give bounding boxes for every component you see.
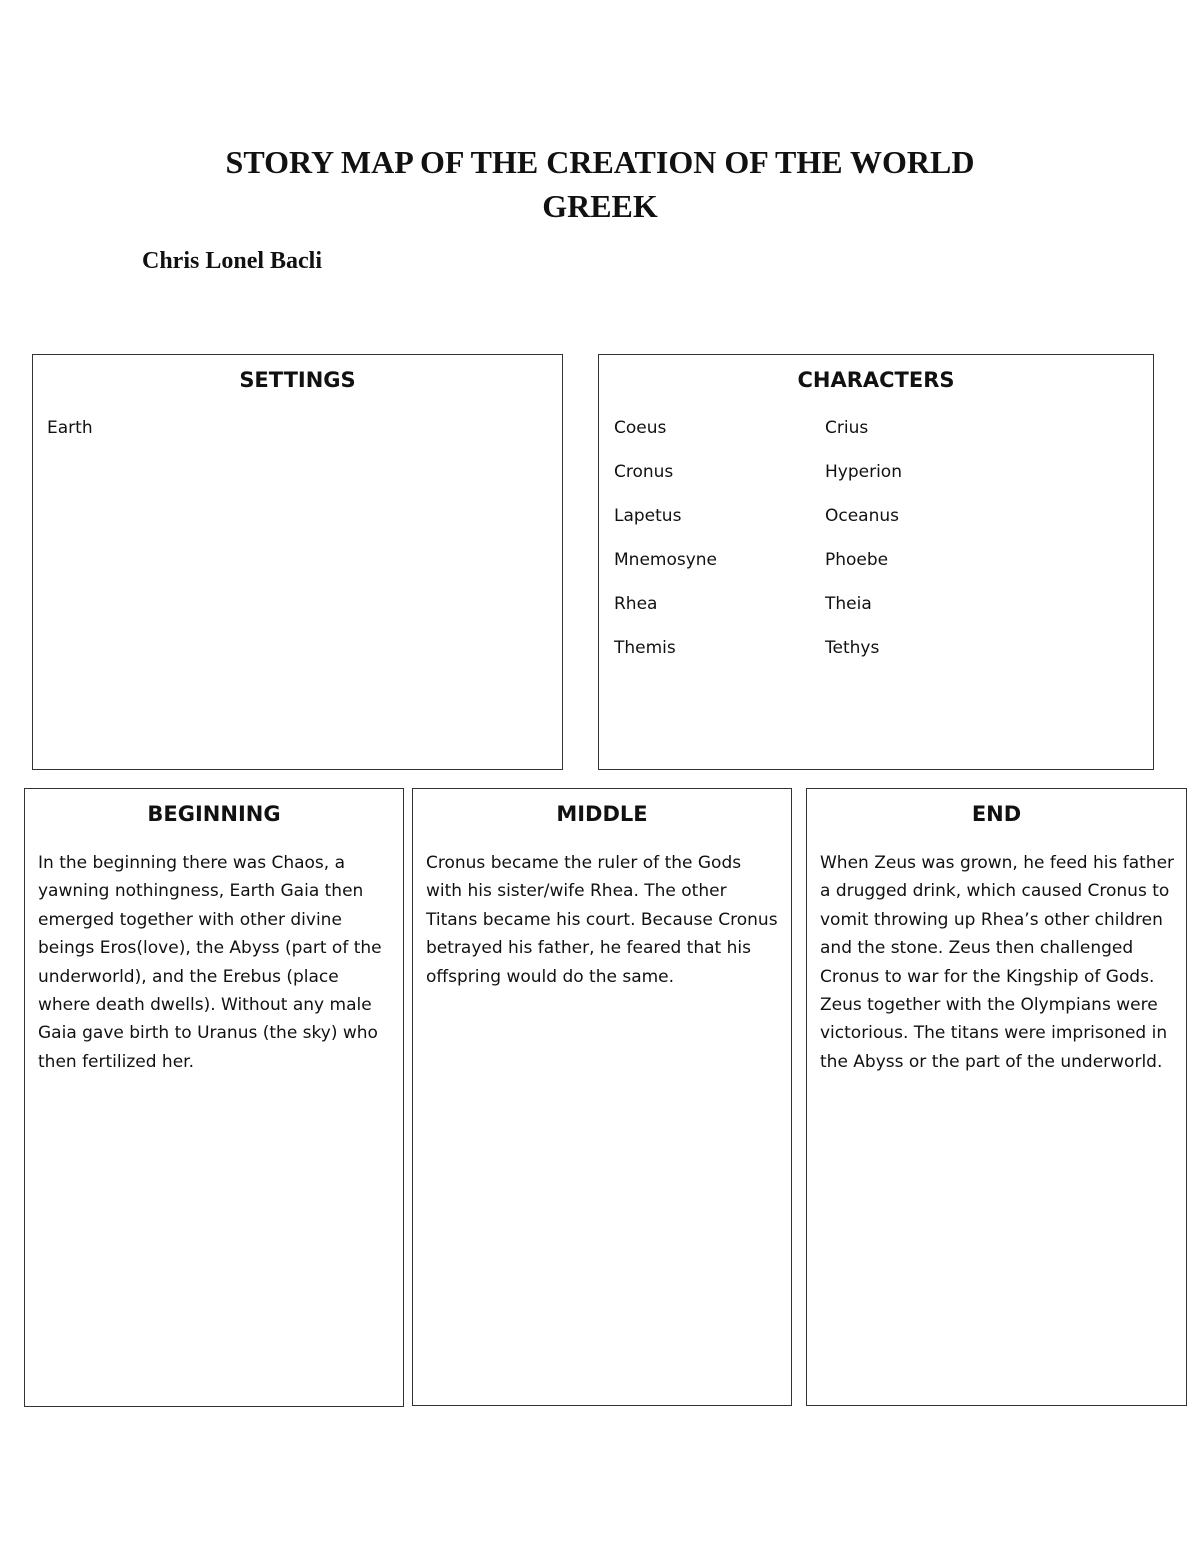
character-name: Tethys bbox=[825, 638, 880, 658]
character-name: Oceanus bbox=[825, 506, 900, 526]
page-title-line-2: GREEK bbox=[542, 188, 658, 224]
middle-text: Cronus became the ruler of the Gods with his sister/wife Rhea. The other Titans became his court. Because Cronus betrayed his father, he feared that his offspring would do the same. bbox=[426, 853, 778, 987]
end-heading: END bbox=[971, 802, 1022, 826]
character-name: Phoebe bbox=[825, 550, 889, 570]
character-name: Themis bbox=[614, 638, 676, 658]
character-name: Crius bbox=[825, 418, 869, 438]
characters-heading: CHARACTERS bbox=[797, 368, 955, 392]
character-name: Mnemosyne bbox=[614, 550, 718, 570]
author-name: Chris Lonel Bacli bbox=[142, 248, 323, 274]
character-name: Hyperion bbox=[825, 462, 902, 482]
character-name: Lapetus bbox=[614, 506, 682, 526]
character-name: Theia bbox=[825, 594, 872, 614]
beginning-heading: BEGINNING bbox=[147, 802, 281, 826]
page-title bbox=[0, 140, 1200, 228]
characters-box bbox=[598, 354, 1154, 770]
end-text: When Zeus was grown, he feed his father a drugged drink, which caused Cronus to vomit throwing up Rhea’s other children and the stone. Zeus then challenged Cronus to war for the Kingship of Gods. Zeus together with the Olympians were victorious. The titans were imprisoned in the Abyss or the part of the underworld. bbox=[820, 853, 1175, 1072]
beginning-box bbox=[24, 788, 404, 1407]
characters-column-2 bbox=[825, 417, 902, 681]
beginning-text: In the beginning there was Chaos, a yawning nothingness, Earth Gaia then emerged together with other divine beings Eros(love), the Abyss (part of the underworld), and the Erebus (place where death dwells). Without any male Gaia gave birth to Uranus (the sky) who then fertilized her. bbox=[38, 853, 382, 1072]
settings-heading: SETTINGS bbox=[239, 368, 356, 392]
middle-box bbox=[412, 788, 792, 1406]
character-name: Coeus bbox=[614, 418, 667, 438]
character-name: Rhea bbox=[614, 594, 658, 614]
settings-value: Earth bbox=[47, 418, 93, 438]
page-title-line-1: STORY MAP OF THE CREATION OF THE WORLD bbox=[225, 144, 975, 180]
character-name: Cronus bbox=[614, 462, 674, 482]
middle-heading: MIDDLE bbox=[556, 802, 648, 826]
settings-box bbox=[32, 354, 563, 770]
characters-column-1 bbox=[614, 417, 717, 681]
end-box bbox=[806, 788, 1187, 1406]
